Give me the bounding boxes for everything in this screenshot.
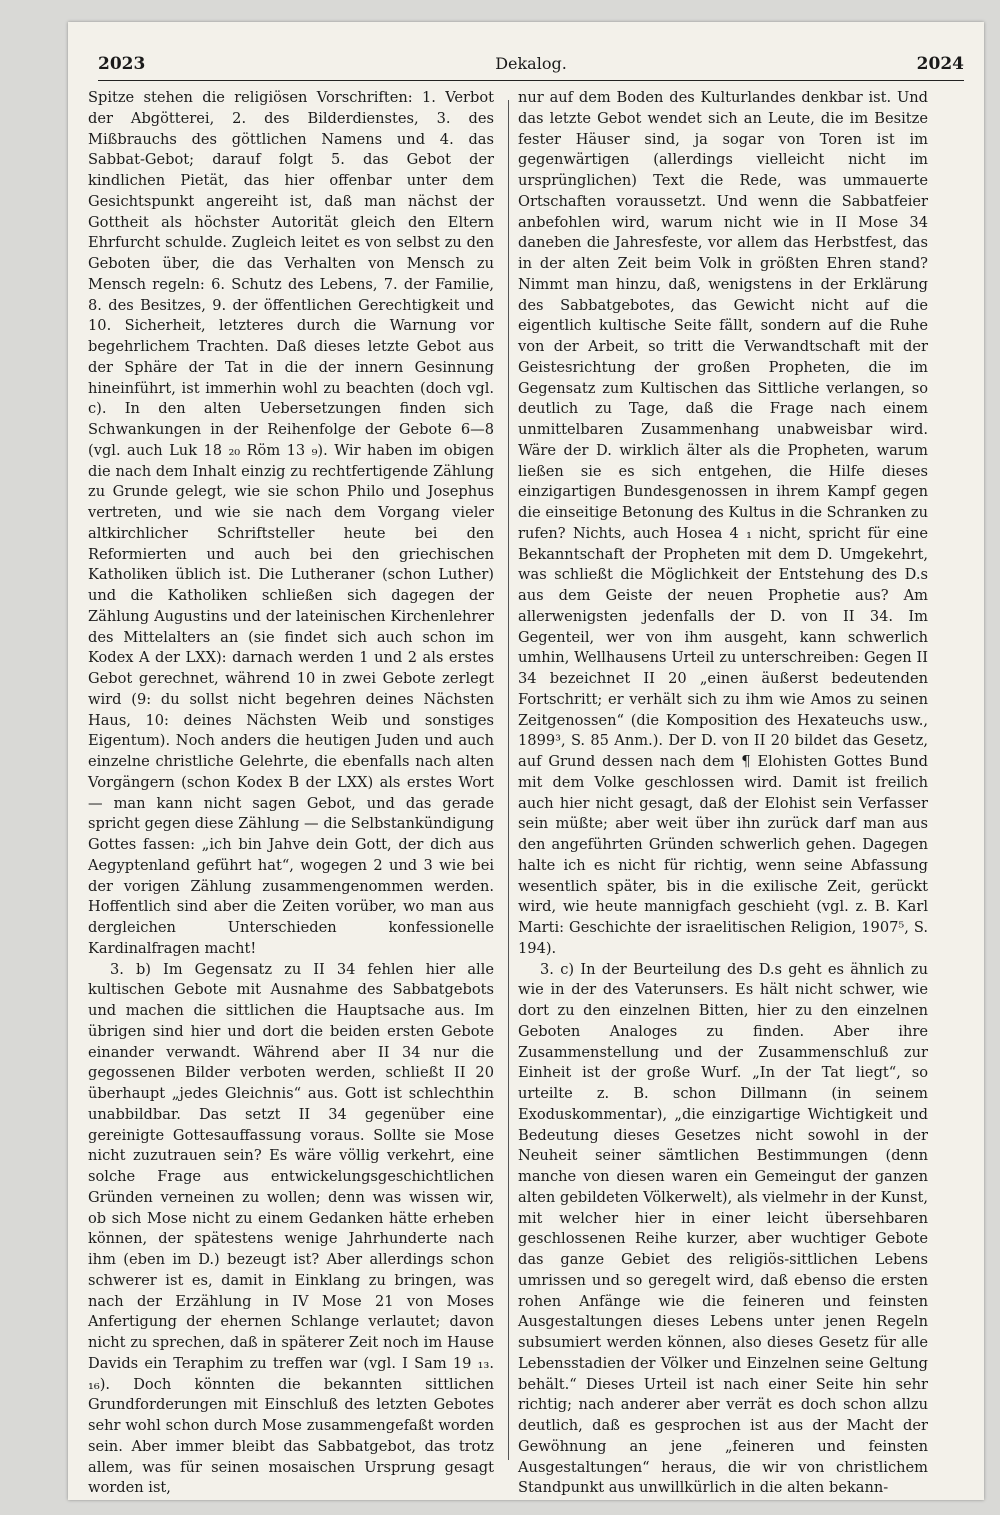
text-column-right (518, 88, 928, 1497)
document-page (68, 22, 984, 1500)
page-number-right: 2024 (916, 54, 964, 74)
paragraph: nur auf dem Boden des Kulturlandes denkbar ist. Und das letzte Gebot wendet sich an Leute, die im Besitze fester Häuser sind, ja sogar von Toren ist im gegenwärtigen (allerdings vielleicht nicht im ursprünglichen) Text die Rede, was ummauerte Ortschaften voraussetzt. Und wenn die Sabbatfeier anbefohlen wird, warum nicht wie in II Mose 34 daneben die Jahresfeste, vor allem das Herbstfest, das in der alten Zeit beim Volk in größten Ehren stand? Nimmt man hinzu, daß, wenigstens in der Erklärung des Sabbatgebotes, das Gewicht nicht auf die eigentlich kultische Seite fällt, sondern auf die Ruhe von der Arbeit, so tritt die Verwandtschaft mit der Geistesrichtung der großen Propheten, die im Gegensatz zum Kultischen das Sittliche verlangen, so deutlich zu Tage, daß die Frage nach einem unmittelbaren Zusammenhang unabweisbar wird. Wäre der D. wirklich älter als die Propheten, warum ließen sie es sich entgehen, die Hilfe dieses einzigartigen Bundesgenossen in ihrem Kampf gegen die einseitige Betonung des Kultus in die Schranken zu rufen? Nichts, auch Hosea 4 ₁ nicht, spricht für eine Bekanntschaft der Propheten mit dem D. Umgekehrt, was schließt die Möglichkeit der Entstehung des D.s aus dem Geiste der neuen Prophetie aus? Am allerwenigsten jedenfalls der D. von II 34. Im Gegenteil, wer von ihm ausgeht, kann schwerlich umhin, Wellhausens Urteil zu unterschreiben: Gegen II 34 bezeichnet II 20 „einen äußerst bedeutenden Fortschritt; er verhält sich zu ihm wie Amos zu seinen Zeitgenossen“ (die Komposition des Hexateuchs usw., 1899³, S. 85 Anm.). Der D. von II 20 bildet das Gesetz, auf Grund dessen nach dem ¶ Elohisten Gottes Bund mit dem Volke geschlossen wird. Damit ist freilich auch hier nicht gesagt, daß der Elohist sein Verfasser sein müßte; aber weit über ihn zurück darf man aus den angeführten Gründen schwerlich gehen. Dagegen halte ich es nicht für richtig, wenn seine Abfassung wesentlich später, bis in die exilische Zeit, gerückt wird, wie heute mannigfach geschieht (vgl. z. B. Karl Marti: Geschichte der israelitischen Religion, 1907⁵, S. 194). (518, 89, 928, 957)
running-title: Dekalog. (495, 54, 567, 73)
header-rule (98, 80, 964, 81)
page-number-left: 2023 (98, 54, 146, 74)
column-divider (508, 100, 509, 1460)
paragraph: Spitze stehen die religiösen Vorschriften: 1. Verbot der Abgötterei, 2. des Bilderdienstes, 3. des Mißbrauchs des göttlichen Namens und 4. das Sabbat-Gebot; darauf folgt 5. das Gebot der kindlichen Pietät, das hier offenbar unter dem Gesichtspunkt angereiht ist, daß man nächst der Gottheit als höchster Autorität gleich den Eltern Ehrfurcht schulde. Zugleich leitet es von selbst zu den Geboten über, die das Verhalten von Mensch zu Mensch regeln: 6. Schutz des Lebens, 7. der Familie, 8. des Besitzes, 9. der öffentlichen Gerechtigkeit und 10. Sicherheit, letzteres durch die Warnung vor begehrlichem Trachten. Daß dieses letzte Gebot aus der Sphäre der Tat in die der innern Gesinnung hineinführt, ist immerhin wohl zu beachten (doch vgl. c). In den alten Uebersetzungen finden sich Schwankungen in der Reihenfolge der Gebote 6—8 (vgl. auch Luk 18 ₂₀ Röm 13 ₉). Wir haben im obigen die nach dem Inhalt einzig zu rechtfertigende Zählung zu Grunde gelegt, wie sie schon Philo und Josephus vertreten, und wie sie nach dem Vorgang vieler altkirchlicher Schriftsteller heute bei den Reformierten und auch bei den griechischen Katholiken üblich ist. Die Lutheraner (schon Luther) und die Katholiken schließen sich dagegen der Zählung Augustins und der lateinischen Kirchenlehrer des Mittelalters an (sie findet sich auch schon im Kodex A der LXX): darnach werden 1 und 2 als erstes Gebot gerechnet, während 10 in zwei Gebote zerlegt wird (9: du sollst nicht begehren deines Nächsten Haus, 10: deines Nächsten Weib und sonstiges Eigentum). Noch anders die heutigen Juden und auch einzelne christliche Gelehrte, die ebenfalls nach alten Vorgängern (schon Kodex B der LXX) als erstes Wort — man kann nicht sagen Gebot, und das gerade spricht gegen diese Zählung — die Selbstankündigung Gottes fassen: „ich bin Jahve dein Gott, der dich aus Aegyptenland geführt hat“, wogegen 2 und 3 wie bei der vorigen Zählung zusammengenommen werden. Hoffentlich sind aber die Zeiten vorüber, wo man aus dergleichen Unterschieden konfessionelle Kardinalfragen macht! (88, 89, 494, 957)
text-column-left (88, 88, 494, 1497)
paragraph: 3. b) Im Gegensatz zu II 34 fehlen hier alle kultischen Gebote mit Ausnahme des Sabbatgebots und machen die sittlichen die Hauptsache aus. Im übrigen sind hier und dort die beiden ersten Gebote einander verwandt. Während aber II 34 nur die gegossenen Bilder verboten werden, schließt II 20 überhaupt „jedes Gleichnis“ aus. Gott ist schlechthin unabbildbar. Das setzt II 34 gegenüber eine gereinigte Gottesauffassung voraus. Sollte sie Mose nicht zuzutrauen sein? Es wäre völlig verkehrt, eine solche Frage aus entwickelungsgeschichtlichen Gründen verneinen zu wollen; denn was wissen wir, ob sich Mose nicht zu einem Gedanken hätte erheben können, der spätestens wenige Jahrhunderte nach ihm (eben im D.) bezeugt ist? Aber allerdings schon schwerer ist es, damit in Einklang zu bringen, was nach der Erzählung in IV Mose 21 von Moses Anfertigung der ehernen Schlange verlautet; davon nicht zu sprechen, daß in späterer Zeit noch im Hause Davids ein Teraphim zu treffen war (vgl. I Sam 19 ₁₃. ₁₆). Doch könnten die bekannten sittlichen Grundforderungen mit Einschluß des letzten Gebotes sehr wohl schon durch Mose zusammengefaßt worden sein. Aber immer bleibt das Sabbatgebot, das trotz allem, was für seinen mosaischen Ursprung gesagt worden ist, (88, 960, 494, 1497)
page-header (98, 44, 964, 76)
paragraph: 3. c) In der Beurteilung des D.s geht es ähnlich zu wie in der des Vaterunsers. Es hält nicht schwer, wie dort zu den einzelnen Bitten, hier zu den einzelnen Geboten Analoges zu finden. Aber ihre Zusammenstellung und der Zusammenschluß zur Einheit ist der große Wurf. „In der Tat liegt“, so urteilte z. B. schon Dillmann (in seinem Exoduskommentar), „die einzigartige Wichtigkeit und Bedeutung dieses Gesetzes nicht sowohl in der Neuheit seiner sämtlichen Bestimmungen (denn manche von diesen waren ein Gemeingut der ganzen alten gebildeten Völkerwelt), als vielmehr in der Kunst, mit welcher hier in einer leicht übersehbaren geschlossenen Reihe kurzer, aber wuchtiger Gebote das ganze Gebiet des religiös-sittlichen Lebens umrissen und so geregelt wird, daß ebenso die ersten rohen Anfänge wie die feineren und feinsten Ausgestaltungen dieses Lebens unter jenen Regeln subsumiert werden können, also dieses Gesetz für alle Lebensstadien der Völker und Einzelnen seine Geltung behält.“ Dieses Urteil ist nach einer Seite hin sehr richtig; nach anderer aber verrät es doch schon allzu deutlich, daß es gesprochen ist aus der Macht der Gewöhnung an jene „feineren und feinsten Ausgestaltungen“ heraus, die wir von christlichem Standpunkt aus unwillkürlich in die alten bekann- (518, 960, 928, 1497)
